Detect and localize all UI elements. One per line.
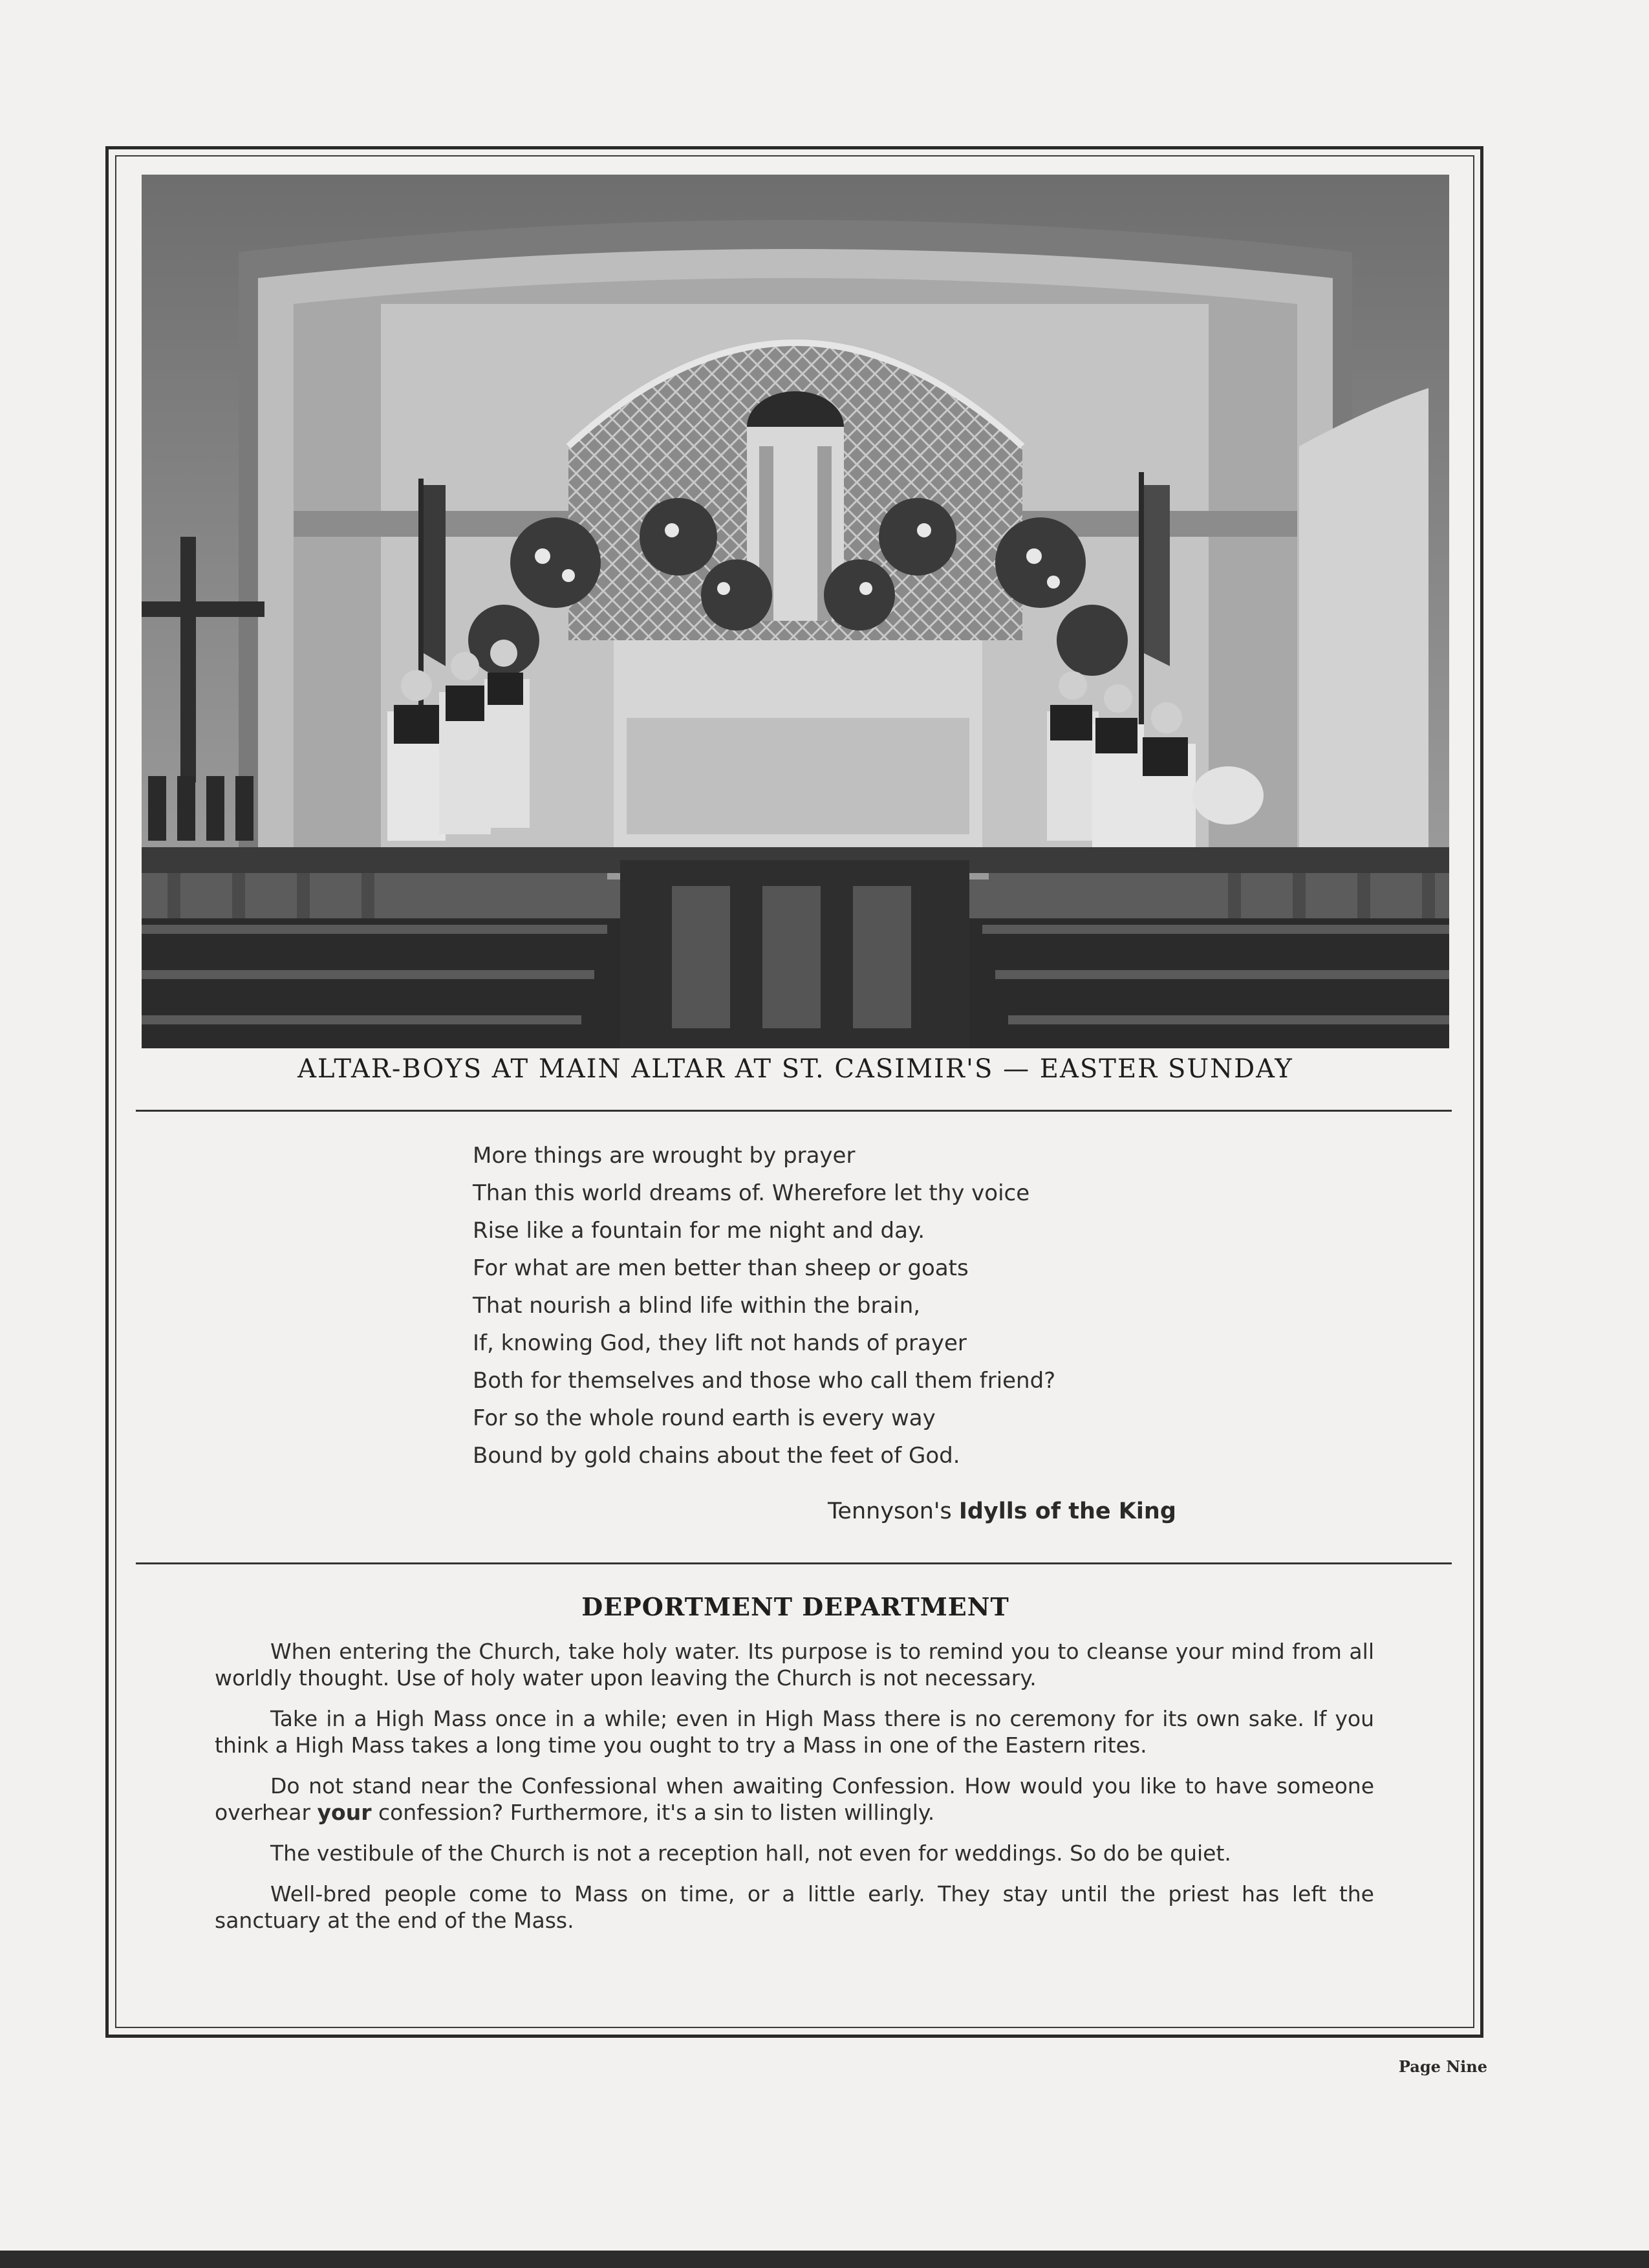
divider-top (136, 1110, 1452, 1112)
poem (473, 1137, 1249, 1474)
altar-photograph (142, 175, 1449, 1048)
paragraph: The vestibule of the Church is not a reception hall, not even for weddings. So do be quiet. (270, 1841, 1231, 1866)
poem-line: For what are men better than sheep or goats (473, 1255, 969, 1281)
poem-line: Both for themselves and those who call them friend? (473, 1368, 1056, 1394)
divider-middle (136, 1562, 1452, 1564)
attribution-work: Idylls of the King (958, 1498, 1176, 1524)
paragraph-text: confession? Furthermore, it's a sin to listen willingly. (371, 1800, 935, 1825)
poem-line: More things are wrought by prayer (473, 1143, 856, 1169)
paragraph: Well-bred people come to Mass on time, or a little early. They stay until the priest has left the sanctuary at the end of the Mass. (215, 1881, 1374, 1933)
attribution-author: Tennyson's (828, 1498, 952, 1524)
poem-line: That nourish a blind life within the brain, (473, 1293, 921, 1319)
deportment-body (215, 1638, 1374, 1948)
emphasis-text: your (317, 1800, 372, 1825)
page-number: Page Nine (1398, 2057, 1487, 2076)
poem-line: For so the whole round earth is every way (473, 1405, 936, 1431)
poem-line: Than this world dreams of. Wherefore let thy voice (473, 1180, 1030, 1206)
poem-line: Rise like a fountain for me night and day. (473, 1218, 925, 1244)
photo-caption: ALTAR-BOYS AT MAIN ALTAR AT ST. CASIMIR'S — EASTER SUNDAY (297, 1054, 1293, 1084)
paragraph: Take in a High Mass once in a while; even in High Mass there is no ceremony for its own sake. If you think a High Mass takes a long time you ought to try a Mass in one of the Eastern rites. (215, 1706, 1374, 1758)
scan-edge (0, 2251, 1649, 2268)
poem-attribution (828, 1498, 1280, 1524)
paragraph (215, 1773, 1374, 1826)
section-title: DEPORTMENT DEPARTMENT (581, 1592, 1009, 1621)
paragraph: When entering the Church, take holy water. Its purpose is to remind you to cleanse your mind from all worldly thought. Use of holy water upon leaving the Church is not necessary. (215, 1639, 1374, 1690)
paragraph-text: Do not stand near the Confessional when awaiting Confession. How would you like to have someone overhear (215, 1773, 1374, 1825)
altar-photo-illustration (142, 175, 1449, 1048)
poem-line: Bound by gold chains about the feet of God. (473, 1443, 960, 1469)
poem-line: If, knowing God, they lift not hands of prayer (473, 1330, 967, 1356)
